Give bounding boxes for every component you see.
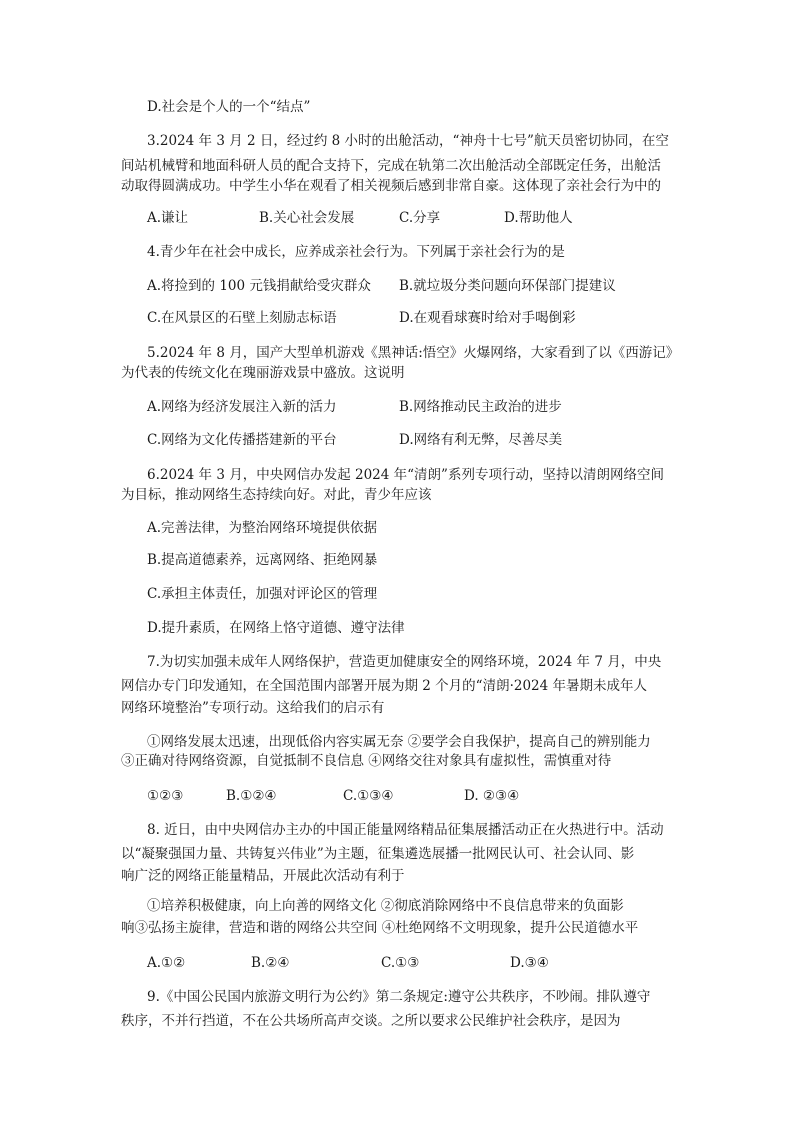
q3-stem-line: 3.2024 年 3 月 2 日，经过约 8 小时的出舱活动，“神舟十七号”航天员密切协同，在空 — [147, 133, 669, 149]
q7-statement-line: ①网络发展太迅速，出现低俗内容实属无奈 ②要学会自我保护，提高自己的辨别能力 — [147, 734, 651, 750]
q8-statement-line: ①培养积极健康，向上向善的网络文化 ②彻底消除网络中不良信息带来的负面影 — [147, 898, 624, 914]
q8-option-d: D.③④ — [510, 955, 549, 971]
q7-stem-line: 网信办专门印发通知，在全国范围内部署开展为期 2 个月的“清朗·2024 年暑期未成年人 — [121, 678, 648, 694]
q4-option-d: D.在观看球赛时给对手喝倒彩 — [399, 310, 576, 326]
q6-option-c: C.承担主体责任，加强对评论区的管理 — [147, 586, 378, 602]
q3-stem-line: 间站机械臂和地面科研人员的配合支持下，完成在轨第二次出舱活动全部既定任务，出舱活 — [121, 158, 661, 174]
q8-stem-line: 以“凝聚强国力量、共铸复兴伟业”为主题，征集遴选展播一批网民认可、社会认同、影 — [121, 846, 635, 862]
q2-option-d: D.社会是个人的一个“结点” — [147, 99, 311, 115]
q4-option-a: A.将捡到的 100 元钱捐献给受灾群众 — [147, 278, 371, 294]
q3-option-a: A.谦让 — [147, 210, 189, 226]
q6-stem-line: 为目标，推动网络生态持续向好。对此，青少年应该 — [121, 487, 432, 503]
q5-option-d: D.网络有利无弊，尽善尽美 — [399, 432, 563, 448]
q8-option-b: B.②④ — [251, 955, 290, 971]
q5-stem-line: 为代表的传统文化在瑰丽游戏景中盛放。这说明 — [121, 365, 405, 381]
q4-stem-line: 4.青少年在社会中成长，应养成亲社会行为。下列属于亲社会行为的是 — [147, 244, 565, 260]
q5-option-b: B.网络推动民主政治的进步 — [399, 399, 562, 415]
q8-option-c: C.①③ — [381, 955, 420, 971]
q7-option-c: C.①③④ — [343, 788, 394, 804]
q4-option-b: B.就垃圾分类问题向环保部门提建议 — [399, 278, 616, 294]
q7-option-b: B.①②④ — [226, 788, 277, 804]
q7-stem-line: 7.为切实加强未成年人网络保护，营造更加健康安全的网络环境，2024 年 7 月，中央 — [147, 654, 662, 670]
q3-option-b: B.关心社会发展 — [259, 210, 355, 226]
q8-stem-line: 响广泛的网络正能量精品，开展此次活动有利于 — [121, 868, 405, 884]
q9-stem-line: 秩序，不并行挡道，不在公共场所高声交谈。之所以要求公民维护社会秩序，是因为 — [121, 1013, 621, 1029]
q3-option-d: D.帮助他人 — [504, 210, 573, 226]
q8-option-a: A.①② — [147, 955, 186, 971]
q7-statement-line: ③正确对待网络资源，自觉抵制不良信息 ④网络交往对象具有虚拟性，需慎重对待 — [121, 753, 612, 769]
q5-option-a: A.网络为经济发展注入新的活力 — [147, 399, 337, 415]
q6-option-a: A.完善法律，为整治网络环境提供依据 — [147, 520, 378, 536]
q3-stem-line: 动取得圆满成功。中学生小华在观看了相关视频后感到非常自豪。这体现了亲社会行为中的 — [121, 178, 661, 194]
q9-stem-line: 9.《中国公民国内旅游文明行为公约》第二条规定:遵守公共秩序，不吵闹。排队遵守 — [147, 989, 651, 1005]
q6-option-d: D.提升素质，在网络上恪守道德、遵守法律 — [147, 620, 405, 636]
q7-option-a: ①②③ — [147, 788, 184, 804]
q7-stem-line: 网络环境整治”专项行动。这给我们的启示有 — [121, 700, 385, 716]
q8-stem-line: 8. 近日，由中央网信办主办的中国正能量网络精品征集展播活动正在火热进行中。活动 — [147, 822, 664, 838]
q3-option-c: C.分享 — [399, 210, 441, 226]
q5-stem-line: 5.2024 年 8 月，国产大型单机游戏《黑神话:悟空》火爆网络，大家看到了以《西游记》 — [147, 345, 680, 361]
q6-stem-line: 6.2024 年 3 月，中央网信办发起 2024 年“清朗”系列专项行动，坚持以清朗网络空间 — [147, 467, 664, 483]
q4-option-c: C.在风景区的石壁上刻励志标语 — [147, 310, 337, 326]
q7-option-d: D. ②③④ — [464, 788, 520, 804]
q6-option-b: B.提高道德素养，远离网络、拒绝网暴 — [147, 552, 378, 568]
q5-option-c: C.网络为文化传播搭建新的平台 — [147, 432, 337, 448]
q8-statement-line: 响③弘扬主旋律，营造和谐的网络公共空间 ④杜绝网络不文明现象，提升公民道德水平 — [121, 920, 639, 936]
